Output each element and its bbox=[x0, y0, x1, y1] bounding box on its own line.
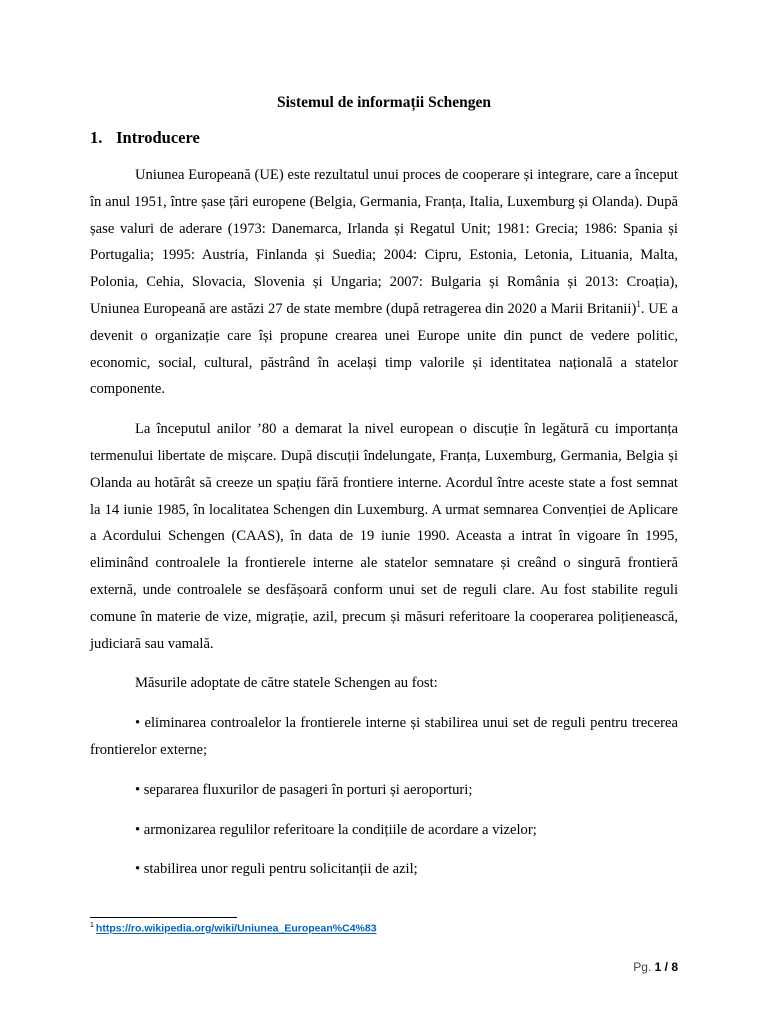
page-current: 1 bbox=[654, 960, 662, 974]
section-heading bbox=[90, 128, 200, 148]
page-total: 8 bbox=[671, 960, 678, 974]
list-item: • armonizarea regulilor referitoare la condițiile de acordare a vizelor; bbox=[135, 821, 537, 838]
paragraph-schengen-history: La începutul anilor ’80 a demarat la nivel european o discuție în legătură cu importanța termenului libertate de mișcare. După discuții îndelungate, Franța, Luxemburg, Germania, Belgia și Olanda au hotărât să creeze un spațiu fără frontiere interne. Acordul între aceste state a fost semnat la 14 iunie 1985, în localitatea Schengen din Luxemburg. A urmat semnarea Convenției de Aplicare a Acordului Schengen (CAAS), în data de 19 iunie 1990. Aceasta a intrat în vigoare în 1995, eliminând controalele la frontierele interne ale statelor semnatare și creând o singură frontieră externă, unde controalele se desfășoară conform unui set de reguli clare. Au fost stabilite reguli comune în materie de vize, migrație, azil, precum și măsuri referitoare la cooperarea polițienească, judiciară sau vamală. bbox=[90, 421, 678, 652]
section-number: 1. bbox=[90, 128, 103, 147]
paragraph-intro-continued: . UE a devenit o organizație care își propune crearea unei Europe unite din punct de vedere politic, economic, social, cultural, păstrând în același timp valorile și identitatea națională a statelor componente. bbox=[90, 300, 678, 398]
footnote-link[interactable]: https://ro.wikipedia.org/wiki/Uniunea_European%C4%83 bbox=[95, 922, 377, 935]
section-title: Introducere bbox=[116, 128, 200, 147]
document-title: Sistemul de informații Schengen bbox=[277, 94, 491, 111]
footnote bbox=[90, 922, 377, 935]
footnote-separator bbox=[90, 917, 237, 918]
list-item: • eliminarea controalelor la frontierele interne și stabilirea unui set de reguli pentru trecerea frontierelor externe; bbox=[90, 715, 678, 758]
footnote-mark: 1 bbox=[90, 922, 94, 929]
paragraph-intro bbox=[90, 162, 678, 403]
footnote-reference[interactable]: 1 bbox=[636, 299, 641, 310]
page-separator: / bbox=[664, 960, 668, 974]
paragraph-intro-text: Uniunea Europeană (UE) este rezultatul unui proces de cooperare și integrare, care a început în anul 1951, între șase țări europene (Belgia, Germania, Franța, Italia, Luxemburg și Olanda). După șase valuri de aderare (1973: Danemarca, Irlanda și Regatul Unit; 1981: Grecia; 1986: Spania și Portugalia; 1995: Austria, Finlanda și Suedia; 2004: Cipru, Estonia, Letonia, Lituania, Malta, Polonia, Cehia, Slovacia, Slovenia și Ungaria; 2007: Bulgaria și România și 2013: Croația), Uniunea Europeană are astăzi 27 de state membre (după retragerea din 2020 a Marii Britanii) bbox=[90, 167, 678, 317]
document-body bbox=[90, 162, 678, 896]
list-item: • separarea fluxurilor de pasageri în porturi și aeroporturi; bbox=[135, 781, 473, 798]
page-number bbox=[633, 960, 678, 974]
paragraph-measures-intro: Măsurile adoptate de către statele Schengen au fost: bbox=[135, 675, 438, 692]
page-prefix: Pg. bbox=[633, 960, 652, 974]
list-item: • stabilirea unor reguli pentru solicitanții de azil; bbox=[135, 861, 418, 878]
